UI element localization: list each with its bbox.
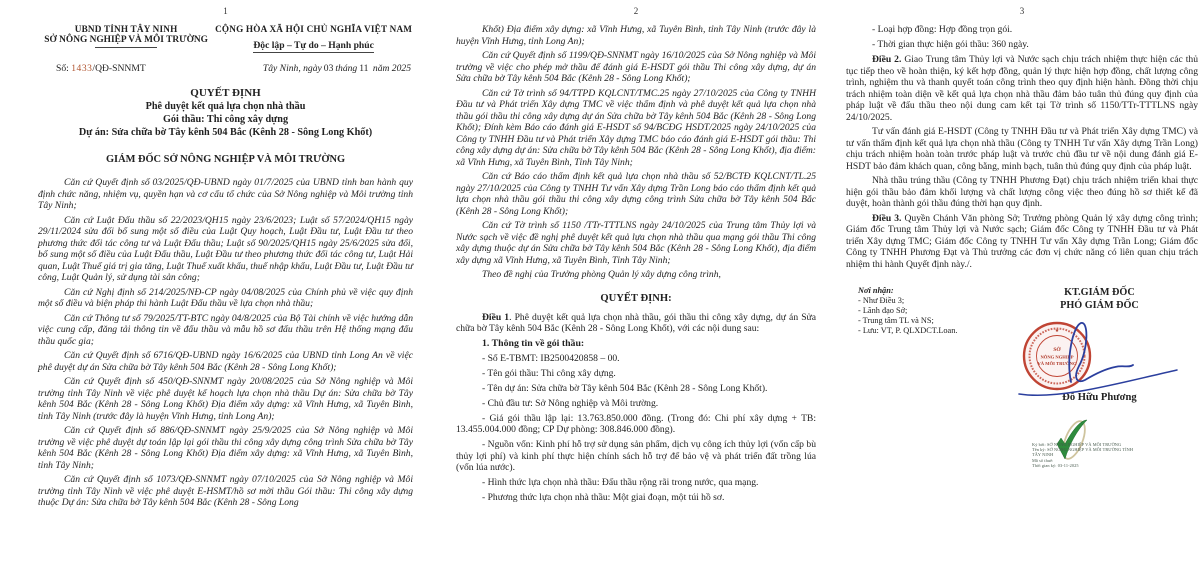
stamp-text-line2: NÔNG NGHIỆP (1040, 354, 1074, 360)
digital-signature-text (1032, 442, 1178, 468)
contractor-responsibility-paragraph: Nhà thầu trúng thầu (Công ty TNHH Phương Đạt) chịu trách nhiệm triển khai thực hiện gói thầu bảo đảm khối lượng và chất lượng công việc theo đúng hồ sơ thiết kế đã duyệt, hoàn thành gói thầu đúng thời hạn quy định. (846, 175, 1198, 209)
legal-basis-paragraph: Căn cứ Quyết định số 886/QĐ-SNNMT ngày 25/9/2025 của Sở Nông nghiệp và Môi trường về việc phê duyệt dự toán lập lại gói thầu thi công xây dựng công trình Sửa chữa bờ Tây kênh 504 Bắc (Kênh 28 - Sông Long Khốt) Địa điểm xây dựng: xã Vĩnh Hưng, xã Tuyên Bình, tỉnh Tây Ninh; (38, 425, 413, 471)
document-page-1 (38, 6, 413, 512)
recipients-label: Nơi nhận: (858, 286, 894, 295)
page-number: 3 (1019, 6, 1025, 16)
article-3 (846, 213, 1198, 271)
proposal-line: Theo đề nghị của Trưởng phòng Quản lý xây dựng công trình, (482, 269, 721, 280)
decision-title: QUYẾT ĐỊNH (190, 87, 261, 99)
signer-name: Đỗ Hữu Phương (1062, 392, 1137, 403)
agency-name: SỞ NÔNG NGHIỆP VÀ MÔI TRƯỜNG (44, 35, 208, 45)
legal-basis-paragraph: Căn cứ Quyết định số 1199/QĐ-SNNMT ngày 16/10/2025 của Sở Nông nghiệp và Môi trường về việc cho phép mở thầu để đánh giá E-HSDT gói thầu Thi công xây dựng, dự án Sửa chữa bờ Tây kênh 504 Bắc (Kênh 28 - Sông Long Khốt); (456, 50, 816, 84)
digital-signature-line: Tên ký: SỞ NÔNG NGHIỆP VÀ MÔI TRƯỜNG TỈNH (1032, 447, 1134, 453)
package-line: Gói thầu: Thi công xây dựng (162, 114, 289, 125)
legal-basis-list (38, 177, 413, 509)
article-3-text: Quyền Chánh Văn phòng Sở; Trưởng phòng Quản lý xây dựng công trình; Giám đốc Trung tâm Thủy lợi và Nước sạch; Giám đốc Công ty TNHH Đầu tư và Phát triển Xây dựng TMC; Giám đốc Công ty TNHH Tư vấn Xây dựng Trần Long; Giám đốc Công ty TNHH Phương Đạt và Thủ trưởng các đơn vị chức năng có liên quan chịu trách nhiệm thi hành Quyết định này./. (846, 212, 1199, 270)
national-motto: Độc lập – Tự do – Hạnh phúc (253, 40, 374, 51)
package-info-item: - Giá gói thầu lập lại: 13.763.850.000 đồng. (Trong đó: Chi phí xây dựng + TB: 13.455.004.000 đồng; CP Dự phòng: 308.846.000 đồng). (456, 412, 816, 435)
legal-basis-paragraph: Căn cứ Quyết định số 6716/QĐ-UBND ngày 16/6/2025 của UBND tỉnh Long An về việc phê duyệt dự án Sửa chữa bờ Tây kênh 504 Bắc (Kênh 28 - Sông Long Khốt); (38, 350, 413, 373)
package-info-item: - Loại hợp đồng: Hợp đồng trọn gói. (872, 24, 1013, 35)
article-2 (846, 54, 1198, 123)
issuer-line: GIÁM ĐỐC SỞ NÔNG NGHIỆP VÀ MÔI TRƯỜNG (105, 154, 346, 165)
article-3-label: Điều 3. (872, 212, 902, 224)
date-mid: tháng (335, 63, 358, 74)
legal-basis-paragraph: Căn cứ Báo cáo thẩm định kết quả lựa chọn nhà thầu số 52/BCTĐ KQLCNT/TL.25 ngày 27/10/2025 của Công ty TNHH Tư vấn Xây dựng Trần Long báo cáo thẩm định kết quả lựa chọn nhà thầu gói thầu thi công xây dựng công trình Sửa chữa bờ Tây kênh 504 Bắc (Kênh 28 - Sông Long Khốt); (456, 171, 816, 217)
red-seal-icon (1024, 323, 1090, 389)
package-info-list (456, 353, 816, 504)
document-page-2 (456, 6, 816, 507)
project-line: Dự án: Sửa chữa bờ Tây kênh 504 Bắc (Kênh 28 - Sông Long Khốt) (78, 127, 373, 138)
legal-basis-paragraph: Căn cứ Tờ trình số 1150 /TTr-TTTLNS ngày 24/10/2025 của Trung tâm Thủy lợi và Nước sạch về việc đề nghị phê duyệt kết quả lựa chọn nhà thầu qua mạng gói thầu Thi công xây dựng thuộc dự án Sửa chữa bờ Tây kênh 504 Bắc (Kênh 28 - Sông Long Khốt), địa điểm xây dựng xã Vĩnh Hưng, xã Tuyên Bình, Tỉnh Tây Ninh; (456, 220, 816, 266)
issuing-agency-block (38, 24, 214, 53)
decision-heading: QUYẾT ĐỊNH: (600, 292, 672, 304)
legal-basis-paragraph: Căn cứ Quyết định số 03/2025/QĐ-UBND ngày 01/7/2025 của UBND tỉnh ban hành quy định chức năng, nhiệm vụ, quyền hạn và cơ cấu tổ chức của Sở Nông nghiệp và Môi trường tỉnh Tây Ninh; (38, 177, 413, 211)
svg-text:★: ★ (1054, 329, 1060, 334)
digital-signature-line: Thời gian ký: 03-11-2025 (1032, 462, 1079, 468)
legal-basis-paragraph: Căn cứ Nghị định số 214/2025/NĐ-CP ngày 04/08/2025 của Chính phủ về việc quy định một số điều và biện pháp thi hành Luật Đấu thầu về lựa chọn nhà thầu; (38, 286, 413, 309)
consultant-responsibility-paragraph: Tư vấn đánh giá E-HSDT (Công ty TNHH Đầu tư và Phát triển Xây dựng TMC) và tư vấn thẩm định kết quả lựa chọn nhà thầu (Công ty TNHH Tư vấn Xây dựng Trần Long) chịu trách nhiệm hoàn toàn trước pháp luật và trước chủ đầu tư về nội dung đánh giá E-HSDT bảo đảm khách quan, công bằng, minh bạch, tuân thủ đúng quy định của pháp luật. (846, 126, 1198, 172)
package-info-item: - Phương thức lựa chọn nhà thầu: Một giai đoạn, một túi hồ sơ. (482, 492, 725, 503)
legal-basis-list (456, 50, 816, 266)
digital-signature-line: Mã số thuế: (1032, 457, 1054, 463)
date-prefix: Tây Ninh, ngày (262, 63, 322, 74)
official-seal-and-signature (1005, 306, 1185, 406)
signature-title-1: KT.GIÁM ĐỐC (1064, 287, 1135, 298)
national-title: CỘNG HÒA XÃ HỘI CHỦ NGHĨA VIỆT NAM (215, 24, 413, 34)
digital-signature-line: Ký bởi: SỞ NÔNG NGHIỆP VÀ MÔI TRƯỜNG (1032, 442, 1122, 447)
stamp-text-line3: VÀ MÔI TRƯỜNG (1037, 361, 1077, 366)
page-number: 1 (223, 6, 228, 16)
date-day: 03 (323, 63, 334, 74)
article-1-text: . Phê duyệt kết quả lựa chọn nhà thầu, gói thầu thi công xây dựng, dự án Sửa chữa bờ Tây kênh 504 Bắc (Kênh 28 - Sông Long Khốt), với các nội dung sau: (456, 311, 816, 334)
package-info-list-continued (846, 24, 1198, 51)
date-month: 11 (359, 63, 369, 74)
national-header-block (214, 24, 413, 53)
recipients-block (846, 286, 1001, 403)
document-number (56, 63, 146, 74)
signature-footer (846, 286, 1198, 403)
legal-basis-paragraph: Căn cứ Tờ trình số 94/TTPD KQLCNT/TMC.25 ngày 27/10/2025 của Công ty TNHH Đầu tư và Phát triển Xây dựng TMC về việc thẩm định và phê duyệt kết quả lựa chọn nhà thầu gói thầu thi công xây dựng dự án Sửa chữa bờ Tây kênh 504 Bắc (Kênh 28 - Sông Long Khốt); Đính kèm Báo cáo đánh giá E-HSDT số 94/BCĐG HSDT/2025 ngày 24/10/2025 của Công ty TNHH Đầu tư và Phát triển Xây dựng TMC báo cáo đánh giá E-HSDT gói thầu: Thi công xây dựng dự án: Sửa chữa bờ Tây kênh 504 Bắc (Kênh 28 - Sông Long Khốt), địa điểm: xã Vĩnh Hưng, xã Tuyên Bình, Tỉnh Tây Ninh; (456, 87, 816, 168)
section-1-heading: 1. Thông tin về gói thầu: (482, 337, 585, 349)
package-info-item: - Tên dự án: Sửa chữa bờ Tây kênh 504 Bắc (Kênh 28 - Sông Long Khốt). (482, 382, 768, 394)
recipient-item: - Lãnh đạo Sở; (858, 306, 908, 315)
agency-parent: UBND TỈNH TÂY NINH (74, 24, 178, 34)
stamp-area (1001, 312, 1198, 392)
article-1-label: Điều 1 (482, 311, 510, 323)
doc-number-suffix: /QĐ-SNNMT (92, 63, 146, 74)
doc-number-label: Số: (56, 63, 69, 74)
legal-basis-paragraph: Căn cứ Luật Đấu thầu số 22/2023/QH15 ngày 23/6/2023; Luật số 57/2024/QH15 ngày 29/11/2024 sửa đổi bổ sung một số điều của Luật Quy hoạch, Luật Đầu tư, Luật Đầu tư theo phương thức đối tác công tư và Luật Đấu thầu; Luật số 90/2025/QH15 ngày 25/6/2025 sửa đổi, bổ sung một số điều của Luật Đấu thầu, Luật Đầu tư theo phương thức đối tác công tư, Luật Hải quan, Luật Thuế giá trị gia tăng, Luật Thuế xuất khẩu, thuế nhập khẩu, Luật Đầu tư, Luật Đầu tư công, Luật Quản lý, sử dụng tài sản công; (38, 214, 413, 283)
page-number: 2 (633, 6, 639, 16)
decision-title-block (38, 86, 413, 139)
package-info-item: - Hình thức lựa chọn nhà thầu: Đấu thầu rộng rãi trong nước, qua mạng. (482, 477, 759, 488)
legal-basis-paragraph: Căn cứ Quyết định số 1073/QĐ-SNNMT ngày 07/10/2025 của Sở Nông nghiệp và Môi trường tỉnh Tây Ninh về việc phê duyệt E-HSMT/hồ sơ mời thầu Gói thầu: Thi công xây dựng thuộc Dự án: Sửa chữa bờ Tây kênh 504 Bắc (Kênh 28 - Sông Long (38, 474, 413, 508)
date-suffix: năm 2025 (372, 63, 411, 74)
recipient-item: - Như Điều 3; (858, 296, 905, 305)
header-divider (95, 47, 157, 48)
article-1 (456, 312, 816, 335)
package-info-item: - Chủ đầu tư: Sở Nông nghiệp và Môi trường. (482, 397, 659, 409)
document-header (38, 24, 413, 53)
recipient-item: - Lưu: VT, P. QLXDCT.Loan. (858, 326, 958, 335)
package-info-item: - Số E-TBMT: IB2500420858 – 00. (482, 352, 620, 364)
continuation-paragraph: Khốt) Địa điểm xây dựng: xã Vĩnh Hưng, xã Tuyên Bình, tỉnh Tây Ninh (trước đây là huyện Vĩnh Hưng, tỉnh Long An); (456, 24, 816, 47)
legal-basis-paragraph: Căn cứ Thông tư số 79/2025/TT-BTC ngày 04/8/2025 của Bộ Tài chính về việc hướng dẫn việc cung cấp, đăng tải thông tin về đấu thầu và mẫu hồ sơ đấu thầu trên Hệ thống mạng đấu thầu quốc gia; (38, 312, 413, 347)
digital-signature-line: TÂY NINH (1032, 452, 1054, 458)
legal-basis-paragraph: Căn cứ Quyết định số 450/QĐ-SNNMT ngày 20/08/2025 của Sở Nông nghiệp và Môi trường tỉnh Tây Ninh về việc phê duyệt kế hoạch lựa chọn nhà thầu Dự án: Sửa chữa bờ Tây kênh 504 Bắc (Kênh 28 - Sông Long Khốt) Địa điểm xây dựng: xã Vĩnh Hưng, xã Tuyên Bình, tỉnh Tây Ninh (trước đây là huyện Vĩnh Hưng, tỉnh Long An); (38, 376, 413, 422)
article-2-text: Giao Trung tâm Thủy lợi và Nước sạch chịu trách nhiệm thực hiện các thủ tục tiếp theo về hoàn thiện, ký kết hợp đồng, quản lý thực hiện hợp đồng, chất lượng công trình, nghiệm thu và thanh quyết toán công trình theo quy định hiện hành. Đồng thời chịu trách nhiệm toàn diện về kết quả lựa chọn nhà thầu đảm bảo tuân thủ đúng quy định của pháp luật về đấu thầu theo nội dung cam kết tại Tờ trình số 1150/TTr-TTTLNS ngày 24/10/2025. (846, 54, 1199, 123)
package-info-item: - Tên gói thầu: Thi công xây dựng. (482, 367, 616, 379)
recipients-list (858, 296, 1001, 336)
package-info-item: - Nguồn vốn: Kinh phí hỗ trợ sử dụng sản phẩm, dịch vụ công ích thủy lợi (vốn cấp bù thủy lợi phí) và kinh phí thực hiện chính sách hỗ trợ để bảo vệ và phát triển đất trồng lúa (vốn lúa nước). (456, 439, 816, 473)
number-date-row (38, 63, 413, 74)
issue-date (263, 63, 411, 74)
article-2-label: Điều 2. (872, 54, 902, 65)
document-page-3 (846, 6, 1199, 468)
decision-subtitle: Phê duyệt kết quả lựa chọn nhà thầu (145, 101, 306, 112)
package-info-item: - Thời gian thực hiện gói thầu: 360 ngày. (872, 39, 1029, 50)
signature-block (1001, 286, 1198, 403)
doc-number-value: 1433 (71, 63, 93, 74)
recipient-item: - Trung tâm TL và NS; (858, 316, 934, 325)
signature-title-2: PHÓ GIÁM ĐỐC (1060, 300, 1139, 311)
stamp-text-line1: SỞ (1053, 347, 1061, 353)
